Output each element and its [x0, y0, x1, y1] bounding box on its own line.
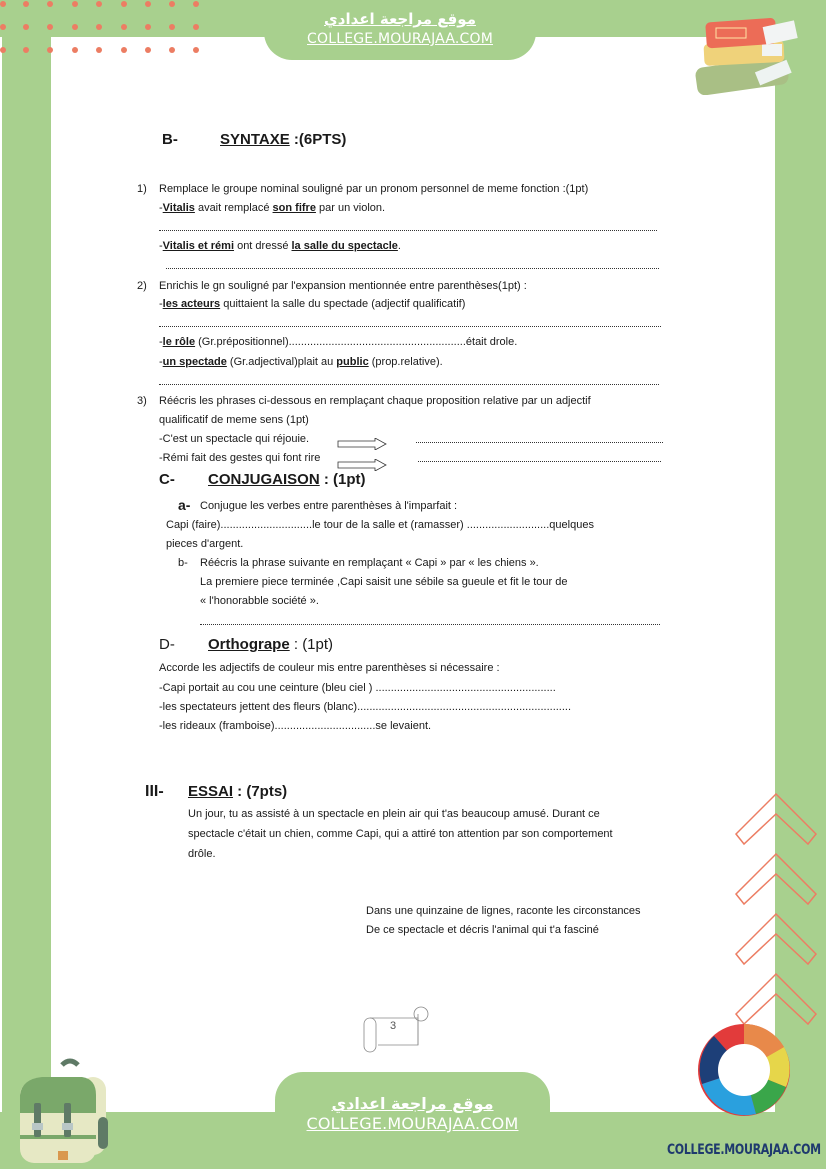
conj-b-answer-line[interactable] — [200, 624, 660, 625]
q3-instruction-2: qualificatif de meme sens (1pt) — [159, 414, 309, 426]
q1-sentence-2: -Vitalis et rémi ont dressé la salle du spectacle. — [159, 240, 401, 252]
page-number: 3 — [390, 1020, 397, 1032]
left-green-strip — [2, 0, 51, 1169]
subjects-wheel-logo-icon — [696, 1022, 792, 1118]
section-c-points: : (1pt) — [319, 471, 366, 488]
essay-prompt-line-2: spectacle c'était un chien, comme Capi, qui a attiré ton attention par son comportement — [188, 828, 613, 840]
arrow-right-icon — [337, 438, 387, 450]
q2-sentence-3: -un spectade (Gr.adjectival)plait au public (prop.relative). — [159, 356, 443, 368]
essay-prompt-line-3: drôle. — [188, 848, 216, 860]
section-b-heading — [220, 130, 346, 149]
q3-sentence-1: -C'est un spectacle qui réjouie. — [159, 433, 310, 445]
section-d-letter: D- — [159, 636, 175, 653]
conj-b-label: b- — [178, 557, 188, 569]
section-d-title: Orthogrape — [208, 636, 290, 653]
q2-sentence-2: -le rôle (Gr.prépositionnel)..........................................................était drole. — [159, 336, 518, 348]
essay-prompt-line-1: Un jour, tu as assisté à un spectacle en plein air qui t'as beaucoup amusé. Durant ce — [188, 808, 600, 820]
q3-number: 3) — [137, 395, 147, 407]
books-stack-icon — [692, 10, 800, 95]
q2-instruction: Enrichis le gn souligné par l'expansion mentionnée entre parenthèses(1pt) : — [159, 280, 527, 292]
section-b-title: SYNTAXE — [220, 131, 290, 148]
essay-consigne-1: Dans une quinzaine de lignes, raconte les circonstances — [366, 905, 641, 917]
section-b-letter: B- — [162, 131, 178, 148]
conj-b-sentence-1: La premiere piece terminée ,Capi saisit une sébile sa gueule et fit le tour de — [200, 576, 568, 588]
page-number-scroll — [360, 1000, 430, 1055]
section-d-points: : (1pt) — [289, 636, 334, 653]
q2-answer-line-1[interactable] — [159, 326, 661, 327]
section-iii-heading — [188, 782, 287, 801]
orth-instruction: Accorde les adjectifs de couleur mis entre parenthèses si nécessaire : — [159, 662, 500, 674]
footer-banner — [275, 1072, 550, 1169]
footer-arabic-title: موقع مراجعة اعدادي — [331, 1094, 494, 1113]
q1-instruction: Remplace le groupe nominal souligné par un pronom personnel de meme fonction :(1pt) — [159, 183, 589, 195]
section-c-letter: C- — [159, 471, 175, 488]
backpack-icon — [12, 1055, 112, 1165]
essay-consigne-2: De ce spectacle et décris l'animal qui t'a fasciné — [366, 924, 599, 936]
q3-answer-line-1[interactable] — [416, 442, 663, 443]
section-iii-numeral: III- — [145, 783, 164, 800]
q2-number: 2) — [137, 280, 147, 292]
section-b-points: :(6PTS) — [289, 131, 347, 148]
header-site-link[interactable]: COLLEGE.MOURAJAA.COM — [307, 31, 493, 47]
q1-answer-line-2[interactable] — [166, 268, 659, 269]
q2-sentence-1: -les acteurs quittaient la salle du spectade (adjectif qualificatif) — [159, 298, 466, 310]
section-c-heading — [208, 470, 366, 489]
conj-a-instruction: Conjugue les verbes entre parenthèses à l'imparfait : — [200, 500, 458, 512]
section-iii-points: : (7pts) — [233, 783, 288, 800]
section-iii-title: ESSAI — [188, 783, 234, 800]
header-arabic-title: موقع مراجعة اعدادي — [324, 10, 476, 28]
q3-instruction-1: Réécris les phrases ci-dessous en remplaçant chaque proposition relative par un adjectif — [159, 395, 591, 407]
q1-number: 1) — [137, 183, 147, 195]
q1-sentence-1: -Vitalis avait remplacé son fifre par un violon. — [159, 202, 386, 214]
footer-site-link[interactable]: COLLEGE.MOURAJAA.COM — [306, 1114, 519, 1133]
orth-line-1: -Capi portait au cou une ceinture (bleu ciel ) ........................................................... — [159, 682, 556, 694]
orth-line-2: -les spectateurs jettent des fleurs (blanc)...................................................................... — [159, 701, 572, 713]
q1-answer-line-1[interactable] — [159, 230, 657, 231]
conj-a-line-1: Capi (faire)..............................le tour de la salle et (ramasser) ...........................quelques — [166, 519, 594, 531]
chevron-up-decoration-icon — [734, 790, 818, 1040]
conj-b-sentence-2: « l'honorabble société ». — [200, 595, 319, 607]
orth-line-3: -les rideaux (framboise).................................se levaient. — [159, 720, 432, 732]
q3-sentence-2: -Rémi fait des gestes qui font rire — [159, 452, 321, 464]
brand-site-link[interactable]: COLLEGE.MOURAJAA.COM — [667, 1141, 821, 1158]
conj-a-line-2: pieces d'argent. — [166, 538, 244, 550]
q3-answer-line-2[interactable] — [418, 461, 661, 462]
section-d-heading — [208, 635, 333, 654]
section-c-title: CONJUGAISON — [208, 471, 320, 488]
header-banner — [264, 0, 536, 60]
conj-a-label: a- — [178, 497, 191, 513]
q2-answer-line-2[interactable] — [159, 384, 659, 385]
conj-b-instruction: Réécris la phrase suivante en remplaçant « Capi » par « les chiens ». — [200, 557, 539, 569]
